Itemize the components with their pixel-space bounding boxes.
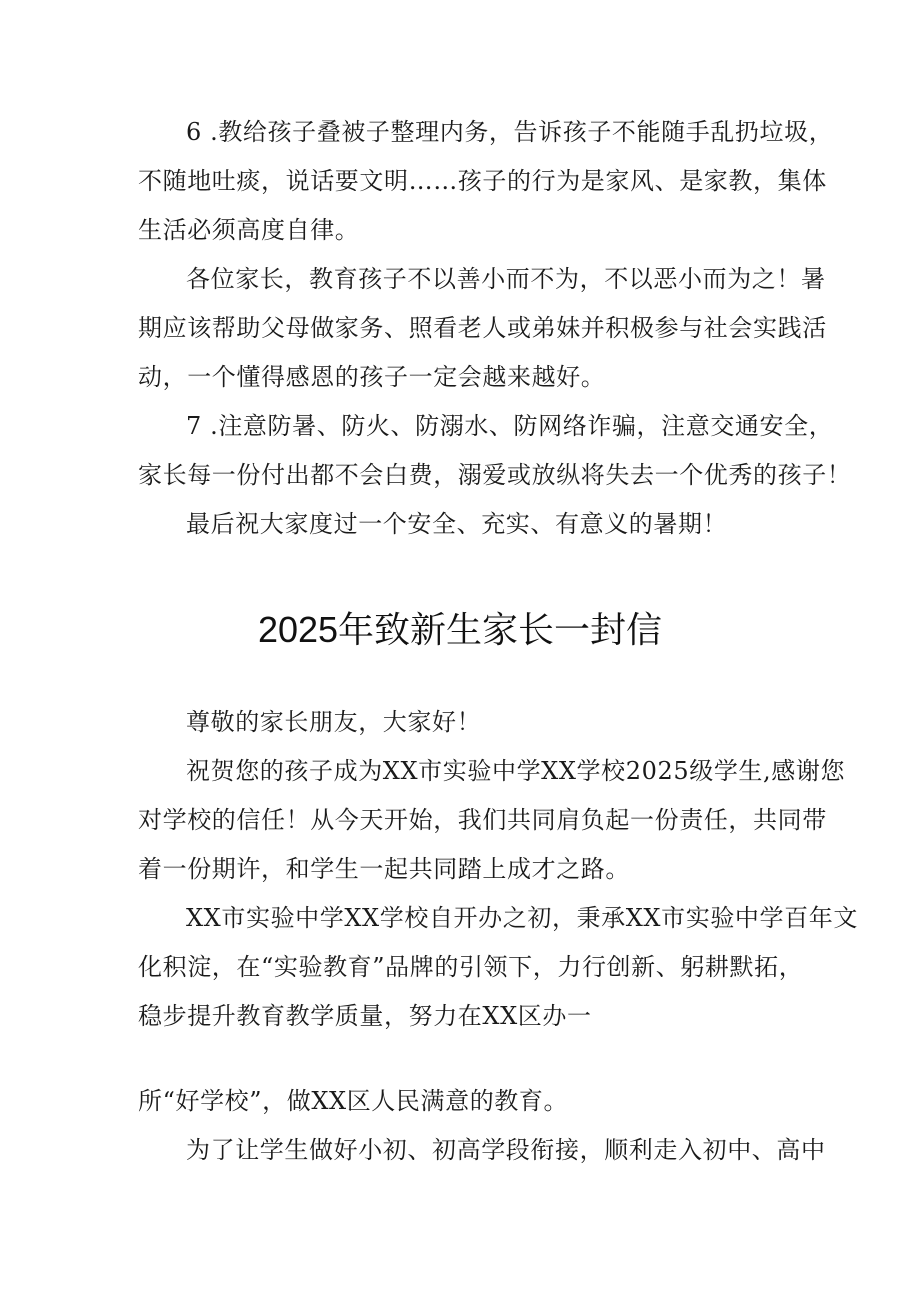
paragraph-6-line-2: 不随地吐痰，说话要文明……孩子的行为是家风、是家教，集体	[138, 167, 827, 195]
paragraph-school-line-4: 所“好学校”，做XX区人民满意的教育。	[138, 1087, 569, 1115]
paragraph-6-line-3: 生活必须高度自律。	[138, 216, 360, 244]
letter-greeting: 尊敬的家长朋友，大家好！	[186, 708, 482, 736]
letter-title: 2025年致新生家长一封信	[257, 609, 663, 650]
paragraph-transition-line-1: 为了让学生做好小初、初高学段衔接，顺利走入初中、高中	[186, 1136, 826, 1164]
paragraph-7-line-2: 家长每一份付出都不会白费，溺爱或放纵将失去一个优秀的孩子！	[138, 461, 852, 489]
closing-line: 最后祝大家度过一个安全、充实、有意义的暑期！	[186, 510, 728, 538]
paragraph-school-line-1: XX市实验中学XX学校自开办之初，秉承XX市实验中学百年文	[186, 904, 858, 932]
paragraph-6-line-1: 6 .教给孩子叠被子整理内务，告诉孩子不能随手乱扔垃圾，	[186, 118, 834, 146]
paragraph-congrats-line-3: 着一份期许，和学生一起共同踏上成才之路。	[138, 855, 630, 883]
paragraph-parents-line-3: 动，一个懂得感恩的孩子一定会越来越好。	[138, 363, 606, 391]
paragraph-7-line-1: 7 .注意防暑、防火、防溺水、防网络诈骗，注意交通安全，	[186, 412, 834, 440]
paragraph-school-line-3: 稳步提升教育教学质量，努力在XX区办一	[138, 1002, 592, 1030]
paragraph-congrats-line-1: 祝贺您的孩子成为XX市实验中学XX学校2025级学生,感谢您	[186, 757, 846, 785]
paragraph-parents-line-2: 期应该帮助父母做家务、照看老人或弟妹并积极参与社会实践活	[138, 314, 827, 342]
paragraph-school-line-2: 化积淀，在“实验教育”品牌的引领下，力行创新、躬耕默拓，	[138, 953, 804, 981]
paragraph-congrats-line-2: 对学校的信任！从今天开始，我们共同肩负起一份责任，共同带	[138, 806, 827, 834]
paragraph-parents-line-1: 各位家长，教育孩子不以善小而不为，不以恶小而为之！暑	[186, 265, 826, 293]
